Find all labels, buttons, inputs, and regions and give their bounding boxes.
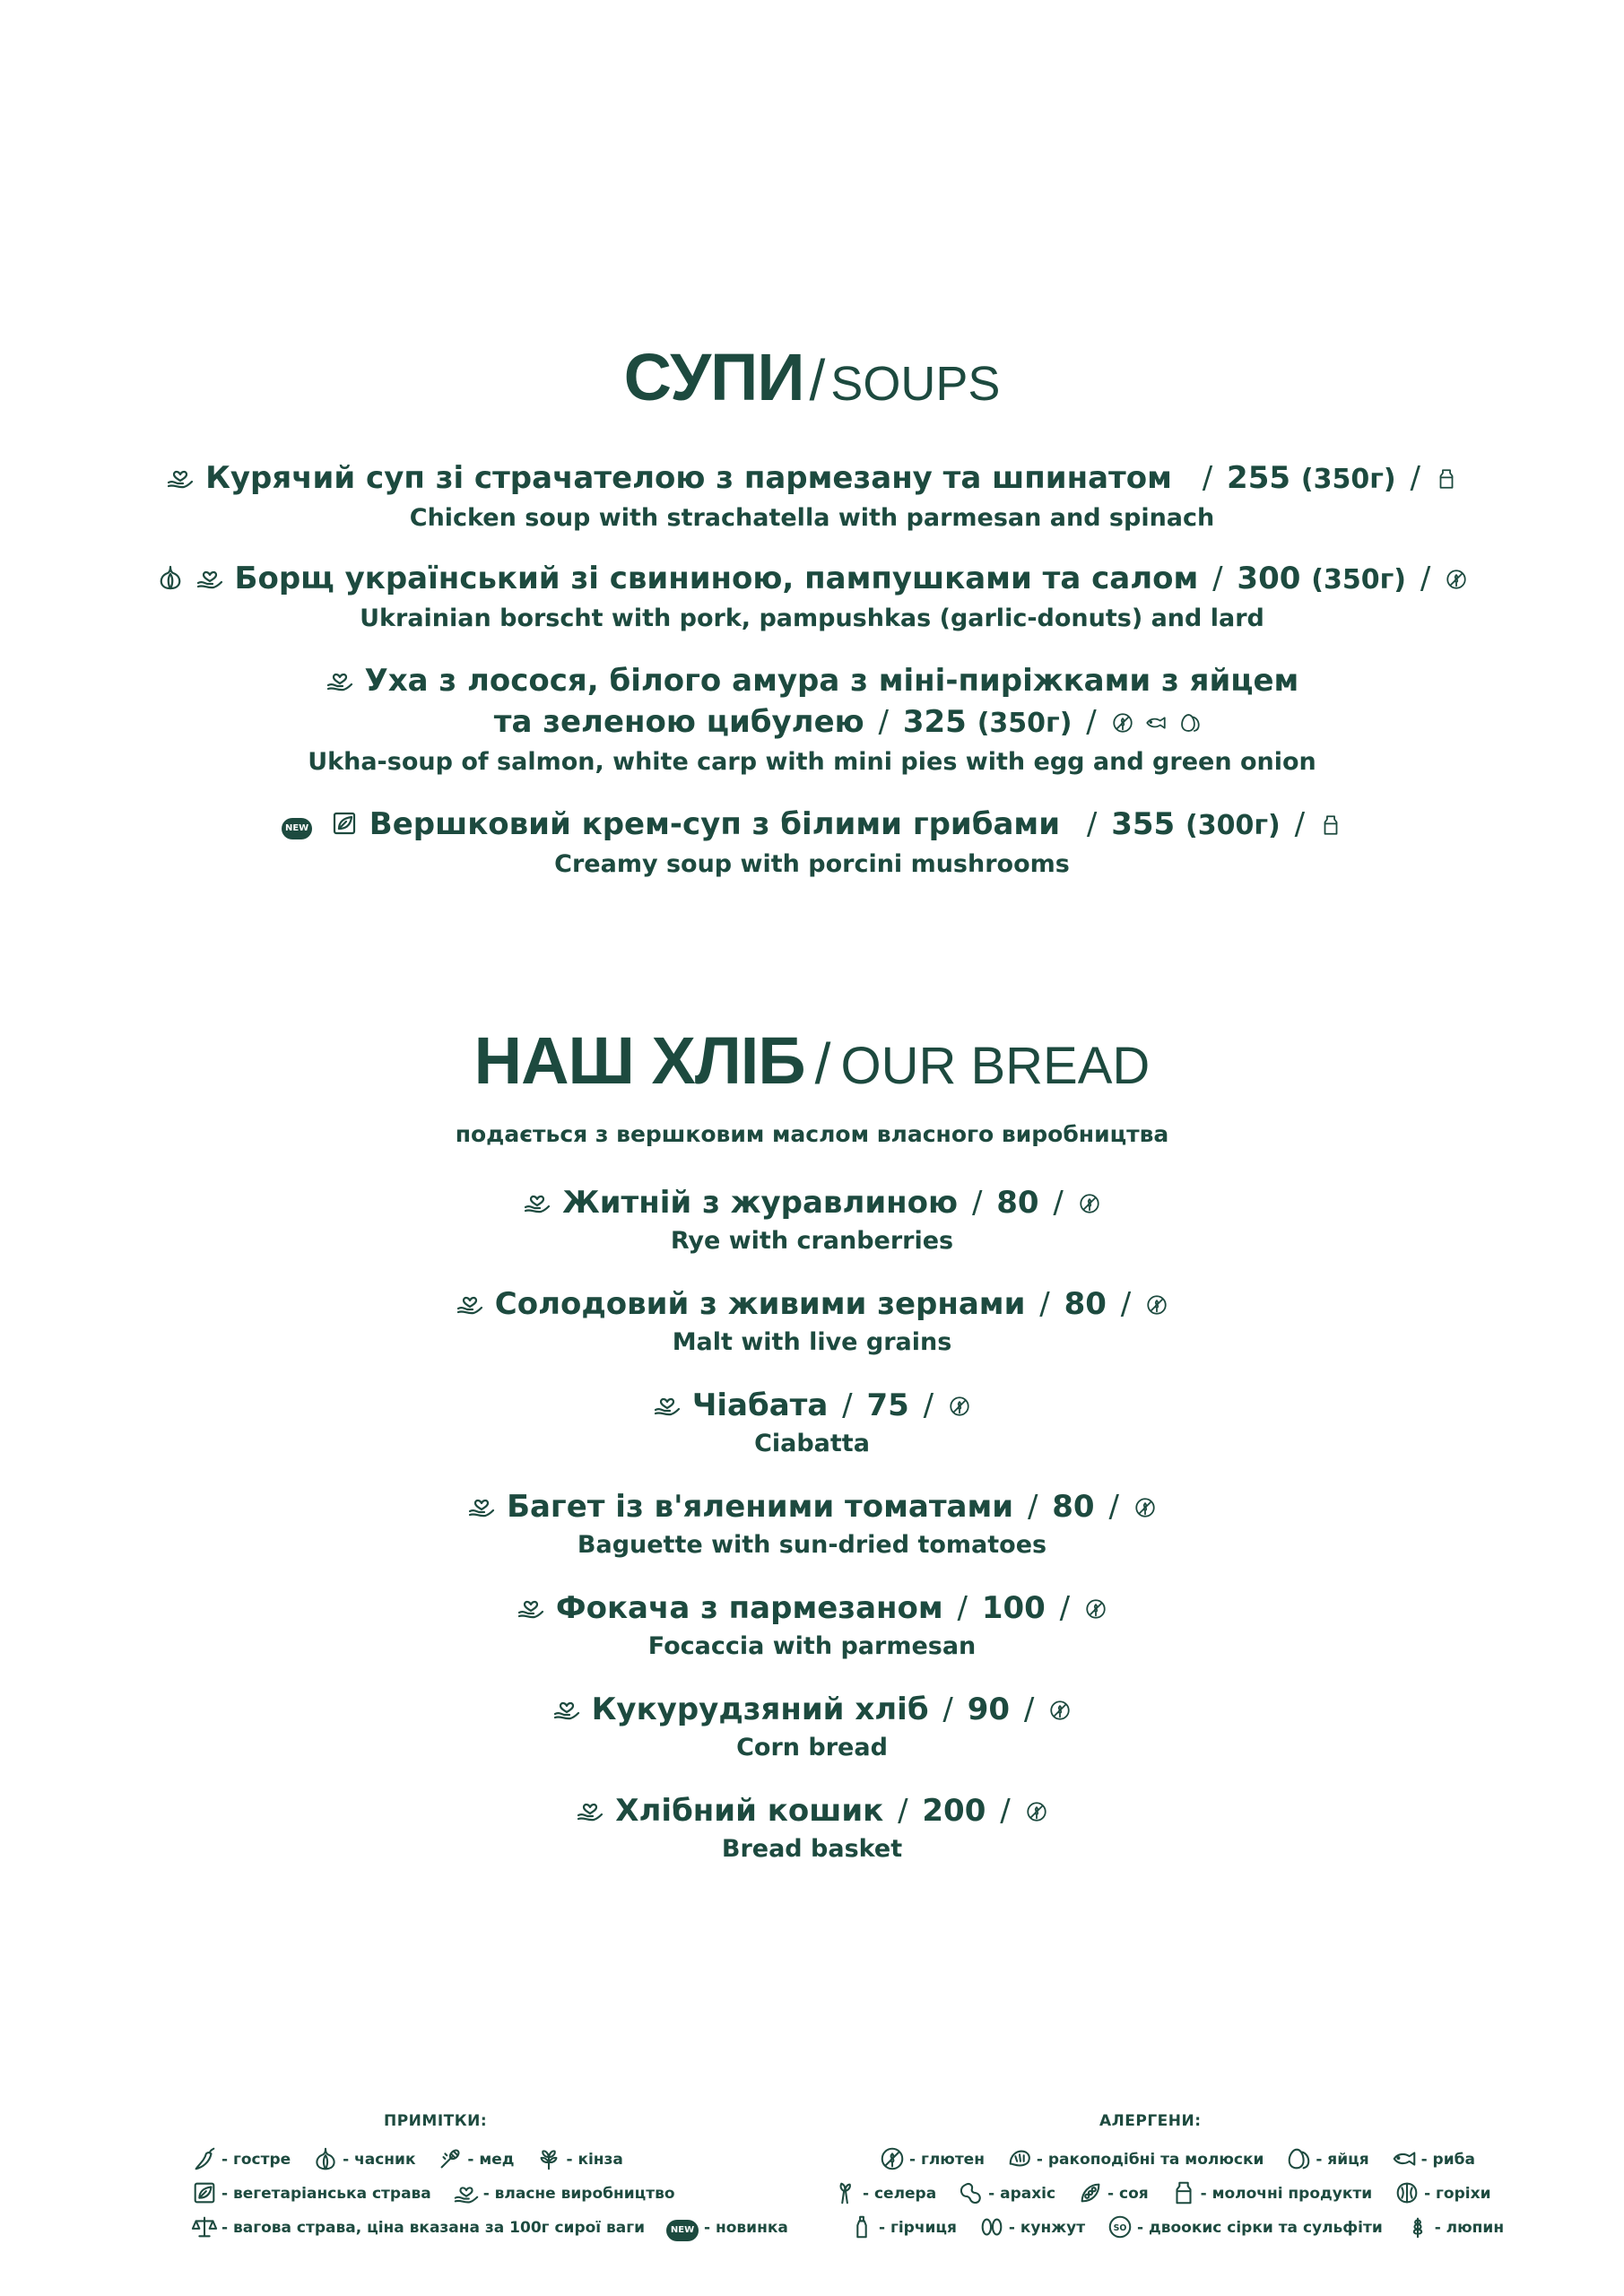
bread-item <box>0 1182 1624 1257</box>
separator: / <box>1039 1286 1050 1322</box>
separator: / <box>898 1793 908 1829</box>
soups-title-en: SOUPS <box>830 357 1001 411</box>
separator: / <box>1120 1286 1132 1322</box>
notes-row <box>191 2145 639 2172</box>
soup-item <box>0 660 1624 778</box>
soups-title-ua: СУПИ <box>623 340 804 414</box>
separator: / <box>1294 806 1306 842</box>
bread-item <box>0 1689 1624 1764</box>
bread-name-ua: Багет із в'яленими томатами <box>507 1489 1014 1525</box>
separator: / <box>1420 561 1431 596</box>
dish-name-en: Creamy soup with porcini mushrooms <box>554 850 1070 878</box>
cilantro-icon <box>535 2145 562 2172</box>
dish-weight: (300г) <box>1185 810 1281 841</box>
dish-price: 325 <box>902 704 967 740</box>
soup-item <box>0 804 1624 881</box>
dish-name-ua-line1: Уха з лосося, білого амура з міні-пиріжками з яйцем <box>364 663 1299 699</box>
fish-icon <box>1144 711 1168 735</box>
mustard-icon <box>848 2213 875 2240</box>
soups-title <box>0 339 1624 415</box>
garlic-icon <box>312 2145 339 2172</box>
dish-price: 255 <box>1227 460 1291 496</box>
own-production-icon <box>653 1390 682 1419</box>
gluten-icon <box>1048 1699 1072 1722</box>
note-own-production: - власне виробництво <box>453 2185 675 2203</box>
celery-icon <box>832 2179 859 2206</box>
dish-name-en: Chicken soup with strachatella with parmesan and spinach <box>409 504 1215 532</box>
separator: / <box>1086 806 1098 842</box>
gluten-icon <box>1078 1192 1101 1215</box>
allergen-sesame: - кунжут <box>978 2219 1085 2237</box>
bread-name-ua: Кукурудзяний хліб <box>591 1692 929 1727</box>
dish-price: 355 <box>1111 806 1176 842</box>
gluten-icon <box>948 1395 971 1418</box>
spicy-icon <box>191 2145 218 2172</box>
gluten-icon <box>879 2145 906 2172</box>
allergens-row <box>832 2179 1507 2206</box>
soup-item <box>0 457 1624 535</box>
allergen-eggs: - яйця <box>1285 2151 1368 2169</box>
dairy-icon <box>1170 2179 1197 2206</box>
new-badge: NEW <box>666 2220 699 2241</box>
note-weight: - вагова страва, ціна вказана за 100г сирої ваги <box>191 2219 645 2237</box>
bread-name-ua: Солодовий з живими зернами <box>494 1286 1026 1322</box>
bread-title-ua: НАШ ХЛІБ <box>473 1023 805 1098</box>
own-production-icon <box>195 563 224 592</box>
bread-price: 75 <box>866 1387 909 1423</box>
bread-title-separator: / <box>814 1031 831 1096</box>
own-production-icon <box>453 2179 480 2206</box>
allergen-nuts: - горіхи <box>1394 2185 1490 2203</box>
vegetarian-icon <box>191 2179 218 2206</box>
dish-name-en: Ukrainian borscht with pork, pampushkas (garlic-donuts) and lard <box>360 604 1264 632</box>
sesame-icon <box>978 2213 1005 2240</box>
dish-name-ua-line2: та зеленою цибулею <box>493 704 864 740</box>
note-honey: - мед <box>437 2151 514 2169</box>
bread-name-en: Ciabatta <box>754 1430 870 1457</box>
allergen-lupin: - люпин <box>1404 2219 1504 2237</box>
allergen-celery: - селера <box>832 2185 936 2203</box>
allergen-soy: - соя <box>1077 2185 1149 2203</box>
own-production-icon <box>166 463 195 491</box>
own-production-icon <box>523 1187 551 1216</box>
own-production-icon <box>326 665 354 694</box>
sulfites-icon <box>1107 2213 1133 2240</box>
peanut-icon <box>958 2179 985 2206</box>
bread-name-ua: Хлібний кошик <box>615 1793 884 1829</box>
new-badge: NEW <box>282 818 312 839</box>
gluten-icon <box>1025 1800 1048 1823</box>
egg-icon <box>1285 2145 1312 2172</box>
bread-item <box>0 1587 1624 1663</box>
dish-price: 300 <box>1237 561 1301 596</box>
bread-item <box>0 1283 1624 1359</box>
gluten-icon <box>1111 711 1134 735</box>
notes-row <box>191 2179 691 2206</box>
separator: / <box>942 1692 953 1727</box>
bread-title <box>0 1022 1624 1099</box>
bread-price: 90 <box>967 1692 1011 1727</box>
note-new: NEW - новинка <box>666 2219 788 2237</box>
bread-name-ua: Фокача з пармезаном <box>555 1590 943 1626</box>
bread-name-en: Baguette with sun-dried tomatoes <box>577 1531 1047 1559</box>
bread-name-ua: Чіабата <box>691 1387 829 1423</box>
bread-title-en: OUR BREAD <box>840 1037 1151 1095</box>
vegetarian-icon <box>330 809 359 838</box>
bread-item <box>0 1385 1624 1460</box>
dairy-icon <box>1435 467 1458 491</box>
separator: / <box>1410 460 1420 496</box>
note-spicy: - гостре <box>191 2151 291 2169</box>
separator: / <box>1059 1590 1071 1626</box>
bread-name-en: Malt with live grains <box>672 1328 952 1356</box>
note-vegetarian: - вегетаріанська страва <box>191 2185 431 2203</box>
bread-name-en: Corn bread <box>736 1734 888 1761</box>
scale-icon <box>191 2213 218 2240</box>
notes-title: ПРИМІТКИ: <box>384 2112 488 2130</box>
allergens-row <box>848 2213 1520 2240</box>
bread-item <box>0 1790 1624 1866</box>
separator: / <box>1202 460 1213 496</box>
allergen-sulfites: SO - двоокис сірки та сульфіти <box>1107 2219 1383 2237</box>
separator: / <box>1000 1793 1011 1829</box>
bread-name-ua: Житній з журавлиною <box>562 1185 959 1221</box>
bread-price: 100 <box>981 1590 1046 1626</box>
note-garlic: - часник <box>312 2151 415 2169</box>
honey-icon <box>437 2145 464 2172</box>
allergen-mustard: - гірчиця <box>848 2219 957 2237</box>
bread-item <box>0 1486 1624 1561</box>
sulfites-icon-text: SO <box>1113 2222 1127 2233</box>
allergen-dairy: - молочні продукти <box>1170 2185 1373 2203</box>
dish-name-ua: Борщ український зі свининою, пампушками та салом <box>234 561 1199 596</box>
allergen-fish: - риба <box>1391 2151 1475 2169</box>
dish-weight: (350г) <box>977 708 1073 739</box>
egg-icon <box>1178 711 1202 735</box>
bread-note: подається з вершковим маслом власного виробництва <box>455 1121 1169 1147</box>
own-production-icon <box>467 1492 496 1520</box>
bread-price: 80 <box>996 1185 1039 1221</box>
separator: / <box>923 1387 934 1423</box>
separator: / <box>1212 561 1223 596</box>
allergen-shellfish: - ракоподібні та молюски <box>1006 2151 1264 2169</box>
separator: / <box>1108 1489 1119 1525</box>
soup-item <box>0 558 1624 635</box>
separator: / <box>957 1590 968 1626</box>
separator: / <box>1053 1185 1064 1221</box>
bread-name-en: Focaccia with parmesan <box>647 1632 977 1660</box>
own-production-icon <box>576 1796 604 1824</box>
nuts-icon <box>1394 2179 1420 2206</box>
separator: / <box>1023 1692 1035 1727</box>
shellfish-icon <box>1006 2145 1033 2172</box>
allergen-gluten: - глютен <box>879 2151 985 2169</box>
gluten-icon <box>1133 1496 1157 1519</box>
allergen-peanut: - арахіс <box>958 2185 1055 2203</box>
fish-icon <box>1391 2145 1418 2172</box>
garlic-icon <box>156 563 185 592</box>
gluten-icon <box>1145 1293 1168 1317</box>
separator: / <box>842 1387 853 1423</box>
bread-name-en: Rye with cranberries <box>670 1227 954 1255</box>
allergens-row <box>879 2145 1491 2172</box>
separator: / <box>1027 1489 1038 1525</box>
bread-price: 80 <box>1064 1286 1107 1322</box>
bread-name-en: Bread basket <box>721 1835 903 1863</box>
lupin-icon <box>1404 2213 1431 2240</box>
soups-title-separator: / <box>809 348 826 413</box>
dish-name-ua: Вершковий крем-суп з білими грибами <box>369 806 1061 842</box>
gluten-icon <box>1084 1597 1107 1621</box>
dish-name-en: Ukha-soup of salmon, white carp with mini pies with egg and green onion <box>308 748 1316 776</box>
separator: / <box>971 1185 983 1221</box>
dairy-icon <box>1319 813 1342 837</box>
gluten-icon <box>1445 568 1468 591</box>
own-production-icon <box>517 1593 545 1622</box>
separator: / <box>878 704 890 740</box>
own-production-icon <box>552 1694 581 1723</box>
allergens-title: АЛЕРГЕНИ: <box>1099 2112 1202 2130</box>
note-cilantro: - кінза <box>535 2151 622 2169</box>
dish-weight: (350г) <box>1311 564 1406 596</box>
bread-price: 80 <box>1052 1489 1095 1525</box>
dish-weight: (350г) <box>1300 464 1396 495</box>
dish-name-ua: Курячий суп зі страчателою з пармезану та шпинатом <box>205 460 1172 496</box>
soy-icon <box>1077 2179 1104 2206</box>
bread-price: 200 <box>922 1793 986 1829</box>
separator: / <box>1086 704 1097 740</box>
notes-row <box>191 2213 804 2241</box>
own-production-icon <box>456 1289 484 1318</box>
